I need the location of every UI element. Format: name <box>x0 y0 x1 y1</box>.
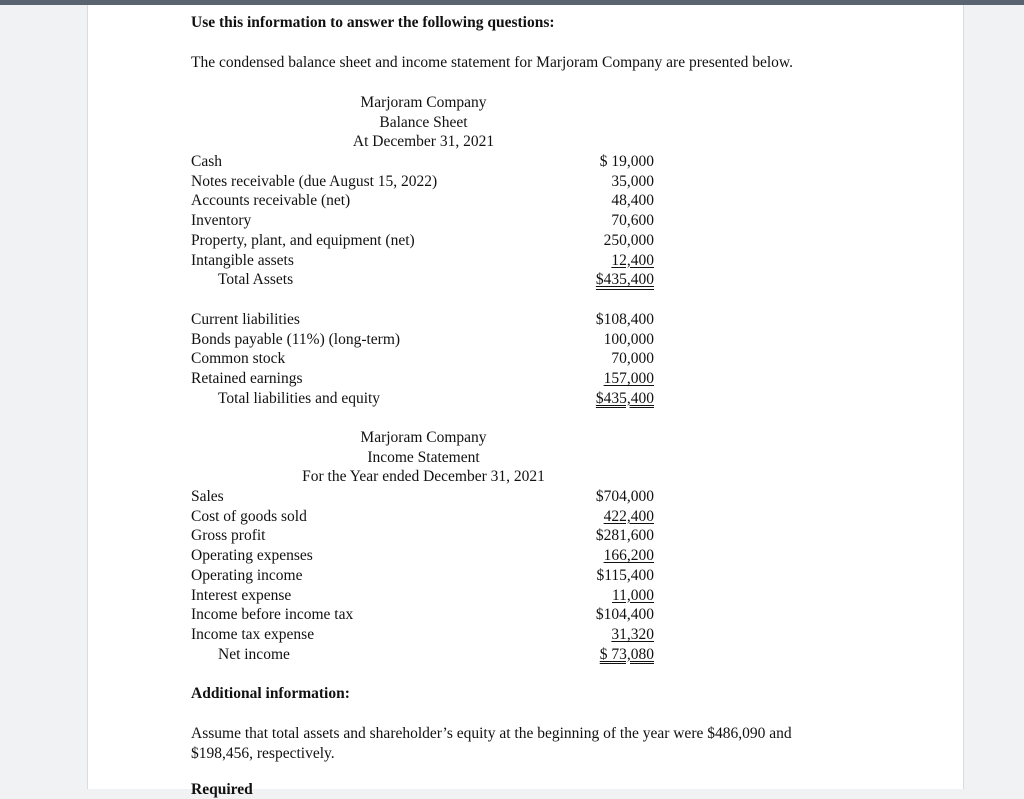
is-row <box>191 507 654 527</box>
intro-heading: Use this information to answer the following questions: <box>191 14 555 31</box>
is-company-name: Marjoram Company <box>360 429 487 446</box>
additional-info-line-1: Assume that total assets and shareholder’s equity at the beginning of the year were $486,090 and <box>191 725 792 742</box>
is-row <box>191 566 654 586</box>
bs-asset-row <box>191 251 654 271</box>
row-amount: $ 19,000 <box>599 153 654 170</box>
bs-asset-row <box>191 152 654 172</box>
bs-asset-row <box>191 191 654 211</box>
document-page <box>87 5 964 798</box>
row-label: Intangible assets <box>191 251 294 269</box>
row-label: Sales <box>191 488 224 505</box>
bs-total-assets-row <box>191 270 654 290</box>
row-label: Retained earnings <box>191 370 303 388</box>
row-amount: 157,000 <box>603 370 654 388</box>
row-amount: $435,400 <box>595 389 654 407</box>
row-label: Property, plant, and equipment (net) <box>191 231 415 249</box>
row-label: Gross profit <box>191 527 266 545</box>
is-row <box>191 625 654 645</box>
is-row <box>191 546 654 566</box>
row-amount: $ 73,080 <box>599 645 654 663</box>
row-label: Interest expense <box>191 586 292 604</box>
row-label: Income tax expense <box>191 625 315 643</box>
bs-equity-row <box>191 369 654 389</box>
row-label: Cost of goods sold <box>191 507 307 525</box>
bs-total-liabilities-equity-row <box>191 389 654 409</box>
row-amount: 48,400 <box>611 192 654 210</box>
row-amount: 100,000 <box>603 330 654 348</box>
bs-title: Balance Sheet <box>379 113 468 131</box>
cutoff-required-heading: Required <box>191 781 253 798</box>
bs-liability-row <box>191 310 654 330</box>
row-amount: $281,600 <box>595 527 654 545</box>
is-title: Income Statement <box>367 448 480 466</box>
row-amount: 35,000 <box>611 172 654 190</box>
row-amount: 31,320 <box>611 625 654 643</box>
row-amount: 70,000 <box>611 350 654 368</box>
additional-info-line-2: $198,456, respectively. <box>191 744 335 762</box>
additional-info-heading: Additional information: <box>191 685 350 702</box>
is-date: For the Year ended December 31, 2021 <box>302 468 545 486</box>
bs-date: At December 31, 2021 <box>352 133 495 151</box>
row-label: Bonds payable (11%) (long-term) <box>191 330 401 348</box>
row-label: Notes receivable (due August 15, 2022) <box>191 172 438 190</box>
row-label: Current liabilities <box>191 311 300 328</box>
row-label: Total Assets <box>218 271 294 289</box>
row-amount: 250,000 <box>603 231 654 249</box>
row-label: Cash <box>191 153 222 170</box>
bs-asset-row <box>191 231 654 251</box>
row-label: Operating income <box>191 566 303 584</box>
row-label: Income before income tax <box>191 606 354 624</box>
row-amount: $108,400 <box>595 311 654 328</box>
row-label: Net income <box>218 645 290 663</box>
bs-equity-row <box>191 349 654 369</box>
description-text: The condensed balance sheet and income statement for Marjoram Company are presented below. <box>191 54 793 71</box>
is-row <box>191 586 654 606</box>
is-net-income-row <box>191 645 654 665</box>
row-label: Total liabilities and equity <box>218 389 381 407</box>
row-amount: 166,200 <box>603 547 654 565</box>
row-amount: $115,400 <box>596 566 654 584</box>
row-label: Inventory <box>191 212 252 230</box>
bs-asset-row <box>191 172 654 192</box>
row-amount: 11,000 <box>611 586 654 604</box>
row-amount: $104,400 <box>595 606 654 624</box>
row-label: Operating expenses <box>191 547 313 565</box>
is-row <box>191 487 654 507</box>
row-label: Accounts receivable (net) <box>191 192 351 210</box>
row-amount: $435,400 <box>595 271 654 289</box>
is-row <box>191 526 654 546</box>
bs-liability-row <box>191 330 654 350</box>
row-amount: 70,600 <box>611 212 654 230</box>
row-amount: $704,000 <box>595 488 654 505</box>
bs-asset-row <box>191 211 654 231</box>
row-amount: 12,400 <box>611 251 654 269</box>
bs-company-name: Marjoram Company <box>360 94 487 111</box>
row-amount: 422,400 <box>603 507 654 525</box>
row-label: Common stock <box>191 350 286 368</box>
is-row <box>191 605 654 625</box>
